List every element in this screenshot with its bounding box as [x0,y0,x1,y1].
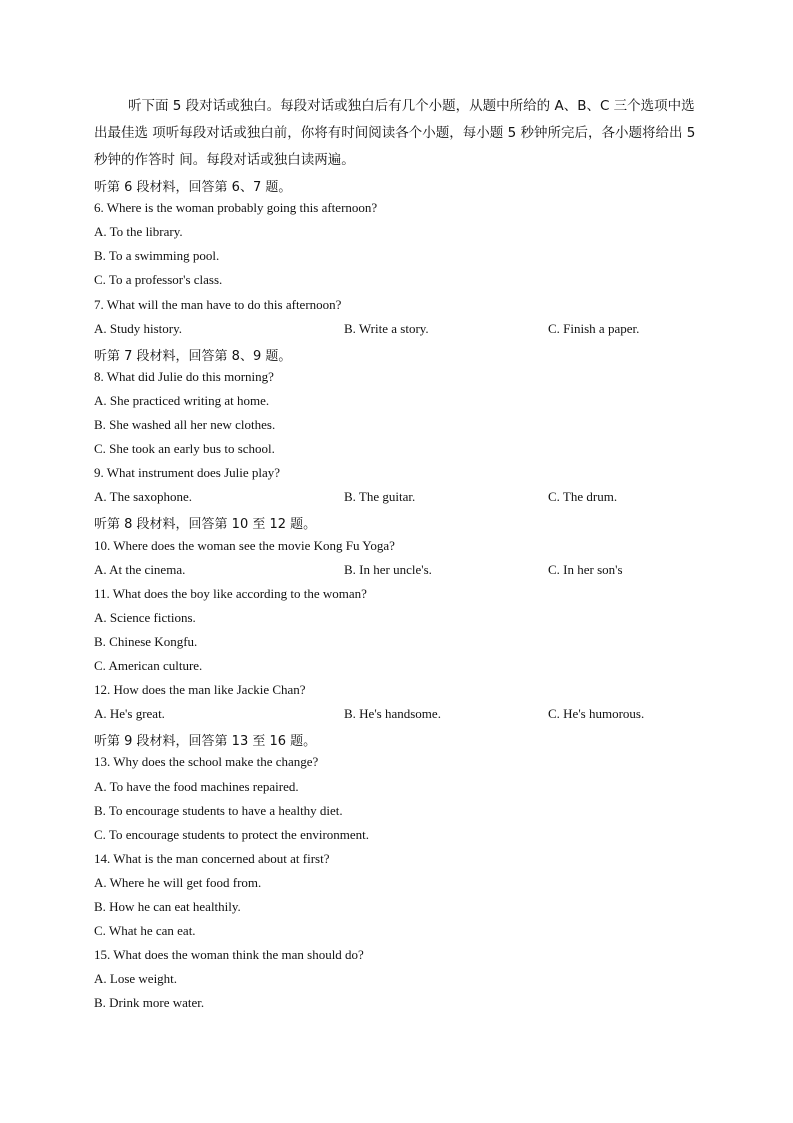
question-text: 11. What does the boy like according to the woman? [94,586,367,601]
option-b: B. In her uncle's. [344,562,432,577]
option-a: A. At the cinema. [94,562,186,577]
option-text: C. She took an early bus to school. [94,441,275,456]
option-b: B. He's handsome. [344,706,441,721]
option-text: C. What he can eat. [94,923,196,938]
option-row [94,321,714,341]
option-c: C. Finish a paper. [548,321,640,336]
question-text: 6. Where is the woman probably going this afternoon? [94,200,378,215]
option-text: B. To encourage students to have a healthy diet. [94,803,343,818]
section-heading: 听第 9 段材料，回答第 13 至 16 题。 [94,734,317,749]
question-text: 13. Why does the school make the change? [94,754,319,769]
option-c: C. The drum. [548,489,618,504]
question-text: 8. What did Julie do this morning? [94,369,274,384]
option-a: A. Study history. [94,321,182,336]
section-heading: 听第 6 段材料，回答第 6、7 题。 [94,180,292,195]
question-text: 10. Where does the woman see the movie Kong Fu Yoga? [94,538,395,553]
option-text: B. Chinese Kongfu. [94,634,198,649]
question-text: 15. What does the woman think the man should do? [94,947,364,962]
option-c: C. In her son's [548,562,623,577]
option-row [94,562,714,582]
option-text: A. Lose weight. [94,971,178,986]
question-text: 7. What will the man have to do this afternoon? [94,297,342,312]
question-text: 12. How does the man like Jackie Chan? [94,682,306,697]
option-text: A. To have the food machines repaired. [94,779,299,794]
option-row [94,706,714,726]
option-text: B. She washed all her new clothes. [94,417,276,432]
option-text: C. To encourage students to protect the environment. [94,827,370,842]
option-text: B. To a swimming pool. [94,248,220,263]
option-row [94,489,714,509]
option-text: B. How he can eat healthily. [94,899,241,914]
option-text: A. Science fictions. [94,610,196,625]
question-text: 14. What is the man concerned about at first? [94,851,330,866]
instructions-paragraph: 听下面 5 段对话或独白。每段对话或独白后有几个小题，从题中所给的 A、B、C 三个选项中选出最佳选 项听每段对话或独白前，你将有时间阅读各个小题，每小题 5 秒钟所完后，各小题将给出 5 秒钟的作答时 间。每段对话或独白读两遍。 [94,98,696,168]
option-text: C. American culture. [94,658,203,673]
question-text: 9. What instrument does Julie play? [94,465,281,480]
option-text: B. Drink more water. [94,995,205,1010]
option-b: B. Write a story. [344,321,429,336]
option-c: C. He's humorous. [548,706,645,721]
option-text: A. To the library. [94,224,183,239]
option-text: A. Where he will get food from. [94,875,262,890]
option-b: B. The guitar. [344,489,416,504]
option-a: A. The saxophone. [94,489,192,504]
section-heading: 听第 7 段材料，回答第 8、9 题。 [94,349,292,364]
option-a: A. He's great. [94,706,165,721]
option-text: A. She practiced writing at home. [94,393,270,408]
section-heading: 听第 8 段材料，回答第 10 至 12 题。 [94,517,317,532]
option-text: C. To a professor's class. [94,272,223,287]
